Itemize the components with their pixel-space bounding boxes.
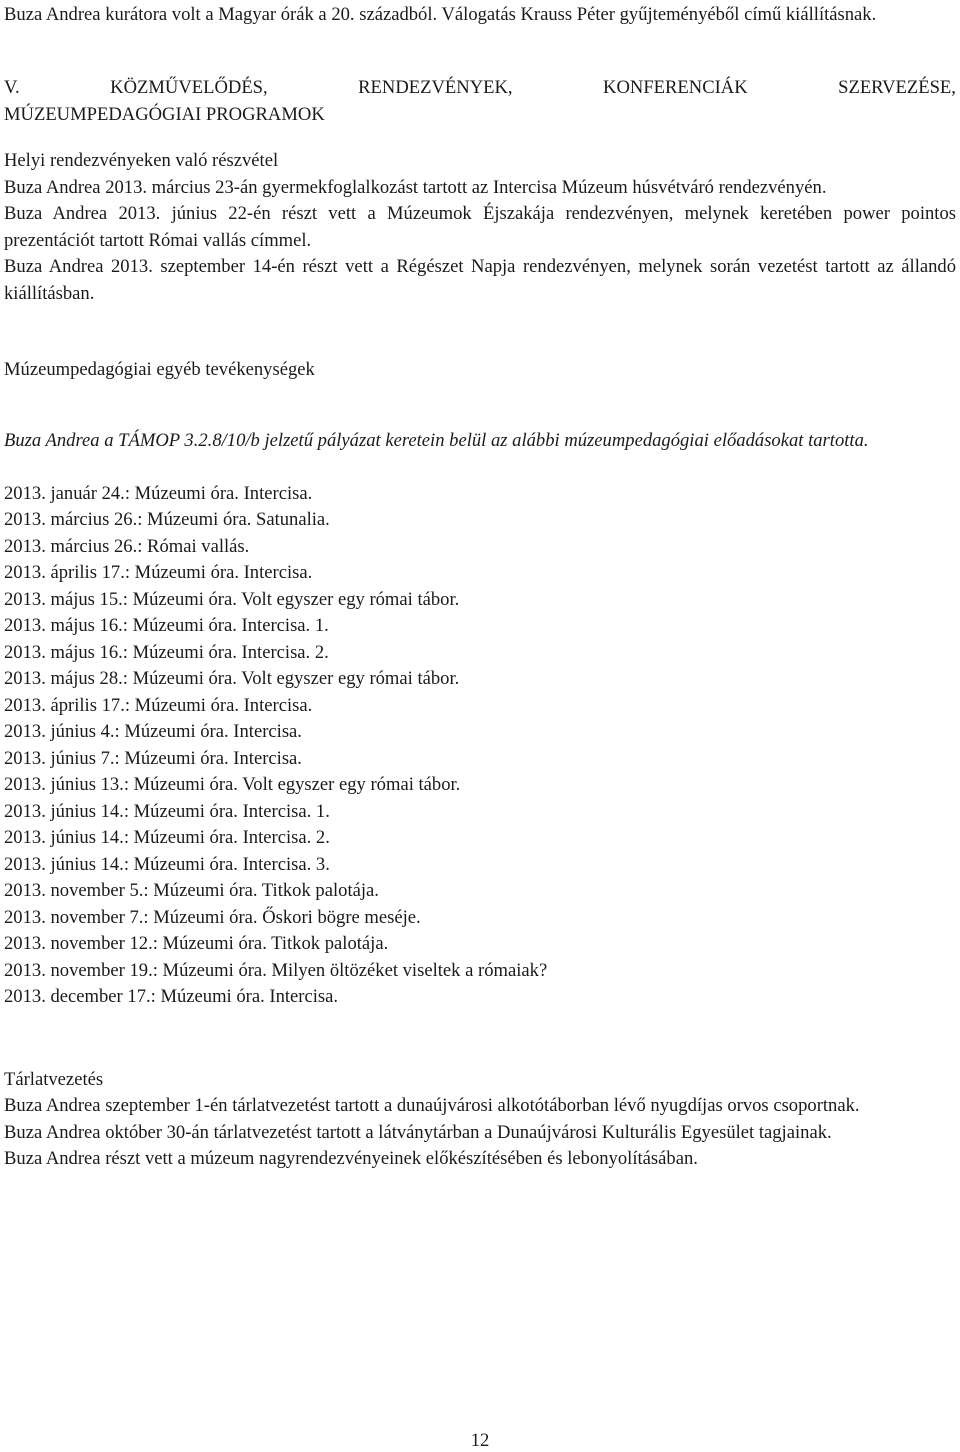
- lecture-item: 2013. június 14.: Múzeumi óra. Intercisa. 1.: [4, 800, 330, 822]
- heading-word: SZERVEZÉSE,: [838, 77, 956, 98]
- lecture-item: 2013. június 13.: Múzeumi óra. Volt egyszer egy római tábor.: [4, 774, 461, 795]
- lecture-item: 2013. április 17.: Múzeumi óra. Intercisa.: [4, 562, 313, 583]
- lecture-item: 2013. március 26.: Múzeumi óra. Satunalia.: [4, 509, 330, 530]
- heading-word: KÖZMŰVELŐDÉS,: [110, 77, 268, 98]
- local-event-paragraph: Buza Andrea 2013. március 23-án gyermekfoglalkozást tartott az Intercisa Múzeum húsvétváró rendezvényén.: [4, 176, 827, 198]
- lecture-item: 2013. április 17.: Múzeumi óra. Intercisa.: [4, 694, 313, 716]
- lecture-item: 2013. május 16.: Múzeumi óra. Intercisa. 2.: [4, 641, 329, 663]
- museum-pedagogy-heading: Múzeumpedagógiai egyéb tevékenységek: [4, 359, 315, 380]
- lecture-item: 2013. november 12.: Múzeumi óra. Titkok palotája.: [4, 933, 389, 954]
- lecture-item: 2013. november 7.: Múzeumi óra. Őskori bögre meséje.: [4, 906, 421, 928]
- lecture-item: 2013. június 14.: Múzeumi óra. Intercisa. 2.: [4, 827, 330, 848]
- section-heading-line-1: [4, 75, 956, 102]
- heading-word: RENDEZVÉNYEK,: [358, 77, 513, 98]
- intro-paragraph: Buza Andrea kurátora volt a Magyar órák a 20. századból. Válogatás Krauss Péter gyűjteményéből című kiállításnak.: [4, 4, 877, 25]
- lecture-item: 2013. november 19.: Múzeumi óra. Milyen öltözéket viseltek a rómaiak?: [4, 959, 548, 981]
- local-event-paragraph: Buza Andrea 2013. június 22-én részt vett a Múzeumok Éjszakája rendezvényen, melynek keretében power pointos prezentációt tartott Római vallás címmel.: [4, 203, 956, 251]
- lecture-item: 2013. november 5.: Múzeumi óra. Titkok palotája.: [4, 880, 379, 901]
- spacer: [4, 29, 956, 49]
- lecture-item: 2013. május 28.: Múzeumi óra. Volt egyszer egy római tábor.: [4, 668, 460, 689]
- lecture-item: 2013. május 15.: Múzeumi óra. Volt egyszer egy római tábor.: [4, 588, 460, 610]
- lecture-list: [4, 481, 956, 1011]
- spacer: [4, 128, 956, 148]
- lecture-item: 2013. január 24.: Múzeumi óra. Intercisa.: [4, 482, 313, 504]
- lecture-item: 2013. március 26.: Római vallás.: [4, 535, 250, 557]
- lecture-item: 2013. június 4.: Múzeumi óra. Intercisa.: [4, 721, 302, 742]
- lecture-item: 2013. december 17.: Múzeumi óra. Intercisa.: [4, 986, 339, 1007]
- local-events-heading: Helyi rendezvényeken való részvétel: [4, 150, 279, 171]
- guided-tours-heading: Tárlatvezetés: [4, 1068, 104, 1090]
- section-heading-line-2: MÚZEUMPEDAGÓGIAI PROGRAMOK: [4, 103, 325, 125]
- spacer: [4, 49, 956, 76]
- spacer: [4, 454, 956, 481]
- spacer: [4, 307, 956, 351]
- heading-word: KONFERENCIÁK: [603, 77, 748, 98]
- lecture-item: 2013. június 7.: Múzeumi óra. Intercisa.: [4, 747, 302, 769]
- lecture-item: 2013. június 14.: Múzeumi óra. Intercisa. 3.: [4, 853, 330, 875]
- page-number: 12: [470, 1430, 490, 1451]
- section-heading: [4, 75, 956, 128]
- lecture-item: 2013. május 16.: Múzeumi óra. Intercisa. 1.: [4, 615, 329, 636]
- guided-tour-paragraph: Buza Andrea szeptember 1-én tárlatvezetést tartott a dunaújvárosi alkotótáborban lévő nyugdíjas orvos csoportnak.: [4, 1095, 860, 1116]
- spacer: [4, 1011, 956, 1067]
- guided-tour-paragraph: Buza Andrea október 30-án tárlatvezetést tartott a látványtárban a Dunaújvárosi Kulturális Egyesület tagjainak.: [4, 1121, 832, 1143]
- heading-word: V.: [4, 77, 20, 98]
- local-event-paragraph: Buza Andrea 2013. szeptember 14-én részt vett a Régészet Napja rendezvényen, melynek során vezetést tartott az állandó kiállításban.: [4, 256, 956, 304]
- spacer: [4, 384, 956, 428]
- guided-tour-paragraph: Buza Andrea részt vett a múzeum nagyrendezvényeinek előkészítésében és lebonyolításában.: [4, 1148, 698, 1169]
- tamop-note: Buza Andrea a TÁMOP 3.2.8/10/b jelzetű pályázat keretein belül az alábbi múzeumpedagógiai előadásokat tartotta.: [4, 429, 869, 451]
- document-page: [4, 2, 956, 1173]
